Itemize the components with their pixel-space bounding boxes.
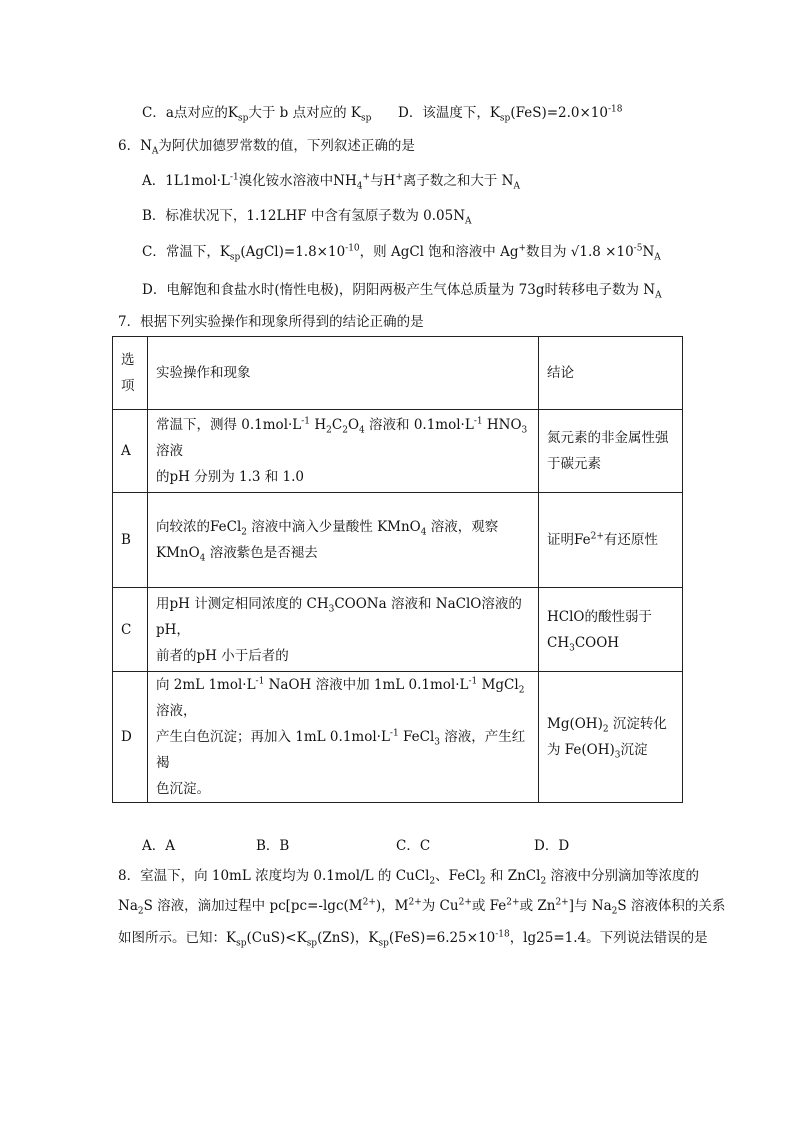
q7-options: [142, 834, 602, 854]
q6-option-c: C．常温下，$K_{sp}(AgCl)=1.8\times 10^{-10}$，则 AgCl 饱和溶液中 Ag+数目为 $√1.8 \times 10^{-5}N_A$: [142, 243, 661, 263]
q7-option-c: C．C: [396, 838, 431, 854]
row-key: C: [113, 588, 148, 672]
row-conclusion: $Mg(OH)_2$ 沉淀转化 为 $Fe(OH)_3$沉淀: [539, 672, 683, 803]
q6-stem: 6．$N_A$为阿伏加德罗常数的值，下列叙述正确的是: [118, 138, 415, 157]
q6-option-b: B．标准状况下，1.12LHF 中含有氢原子数为 $0.05N_A$: [142, 208, 472, 227]
q7-option-a: A．A: [142, 838, 175, 854]
row-conclusion: HClO的酸性弱于 $CH_3COOH$: [539, 588, 683, 672]
row-key: A: [113, 410, 148, 493]
q8-line-2: $Na_2S$ 溶液，滴加过程中 $pc[pc=-\lg c(M^{2+})$，$M^{2+}$为 $Cu^{2+}$或 $Fe^{2+}$或 $Zn^{2+}$]与 $Na_2S$ 溶液体积的关系: [118, 897, 726, 917]
experiment-table: [112, 336, 683, 803]
table-row: [113, 493, 683, 588]
q5-option-c: C．a点对应的$K_{sp}$大于 b 点对应的 $K_{sp}$: [142, 105, 372, 124]
row-operation: 常温下，测得 $0.1mol\cdot L^{-1}$ $H_2C_2O_4$ 溶液和 $0.1mol\cdot L^{-1}$ $HNO_3$ 溶液 的pH 分别为 1.3 和 1.0: [148, 410, 539, 493]
header-operation: 实验操作和现象: [148, 337, 539, 410]
q5-option-d: D．该温度下，$K_{sp}(FeS)=2.0\times 10^{-18}$: [398, 104, 623, 124]
table-row: [113, 588, 683, 672]
row-key: B: [113, 493, 148, 588]
row-operation: 向 2mL $1mol\cdot L^{-1}$ NaOH 溶液中加 1mL $0.1mol\cdot L^{-1}$ MgCl$_2$ 溶液， 产生白色沉淀；再加入 1mL $0.1mol\cdot L^{-1}$ FeCl$_3$ 溶液，产生红褐 色沉淀。: [148, 672, 539, 803]
q7-option-b: B．B: [256, 838, 290, 854]
row-key: D: [113, 672, 148, 803]
header-conclusion: 结论: [539, 337, 683, 410]
row-conclusion: 证明$Fe^{2+}$有还原性: [539, 493, 683, 588]
q7-option-d: D．D: [534, 838, 570, 854]
row-operation: 用pH 计测定相同浓度的 $CH_3COONa$ 溶液和 NaClO溶液的pH， 前者的pH 小于后者的: [148, 588, 539, 672]
q8-line-3: 如图所示。已知：$K_{sp}(CuS)<K_{sp}(ZnS)$，$K_{sp}(FeS)=6.25\times 10^{-18}$，lg25=1.4。下列说法错误的是: [118, 929, 708, 949]
table-header-row: [113, 337, 683, 410]
row-conclusion: 氮元素的非金属性强 于碳元素: [539, 410, 683, 493]
q6-option-d: D．电解饱和食盐水时(惰性电极)，阴阳两极产生气体总质量为 73g时转移电子数为 $N_A$: [142, 282, 662, 301]
row-operation: 向较浓的FeCl$_2$ 溶液中滴入少量酸性 KMnO$_4$ 溶液，观察 KMnO$_4$ 溶液紫色是否褪去: [148, 493, 539, 588]
table-row: [113, 410, 683, 493]
q7-stem: 7．根据下列实验操作和现象所得到的结论正确的是: [118, 314, 424, 330]
q8-line-1: 8．室温下，向 10mL 浓度均为 0.1mol/L 的 CuCl$_2$、FeCl$_2$ 和 ZnCl$_2$ 溶液中分别滴加等浓度的: [118, 868, 699, 887]
table-row: [113, 672, 683, 803]
q6-option-a: A．$1L1mol\cdot L^{-1}$溴化铵水溶液中$NH_4^+$与H+离子数之和大于 $N_A$: [142, 172, 520, 192]
header-option: 选 项: [113, 337, 148, 410]
